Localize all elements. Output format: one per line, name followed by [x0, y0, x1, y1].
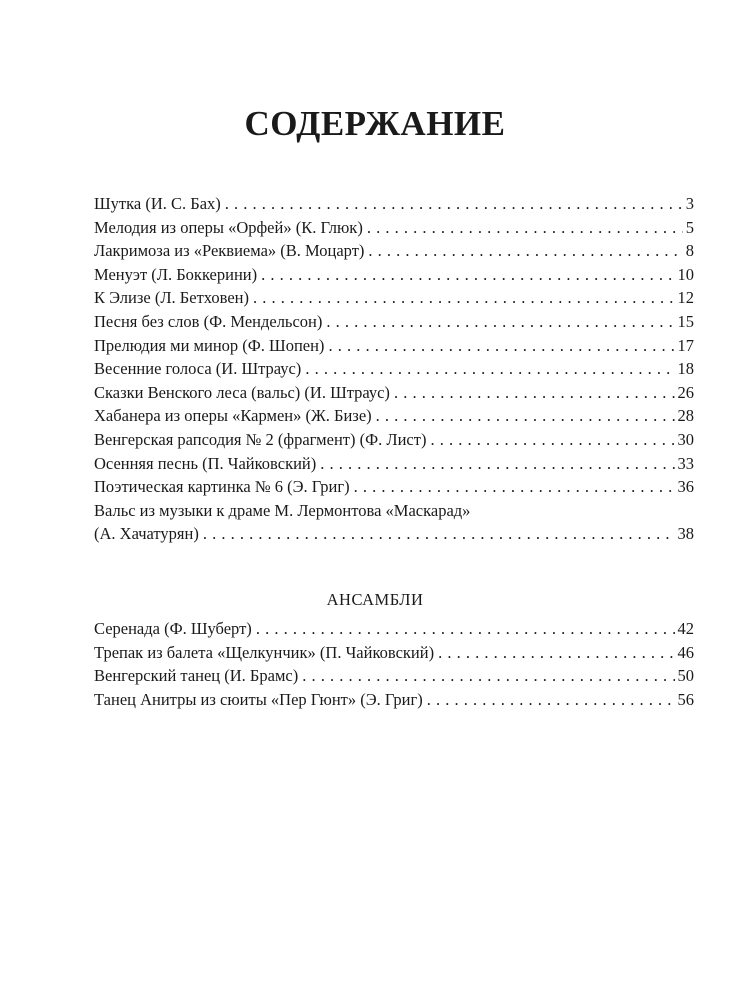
toc-entry-page: 30 [677, 429, 694, 449]
toc-entry [94, 404, 694, 428]
toc-entry [94, 641, 694, 665]
toc-entry-page: 28 [677, 406, 694, 426]
toc-entry [94, 239, 694, 263]
dot-leader [305, 357, 674, 381]
toc-entry-title-line1: Вальс из музыки к драме М. Лермонтова «Маскарад» [94, 500, 471, 520]
toc-entry-page: 10 [677, 264, 694, 284]
toc-entry-page: 50 [677, 666, 694, 686]
toc-entry-title: Сказки Венского леса (вальс) (И. Штраус) [94, 382, 390, 402]
toc-entry-title: К Элизе (Л. Бетховен) [94, 288, 249, 308]
dot-leader [430, 428, 674, 452]
toc-entry-title: Трепак из балета «Щелкунчик» (П. Чайковский) [94, 642, 435, 662]
dot-leader [438, 641, 674, 665]
toc-entry-page: 36 [677, 477, 694, 497]
toc-entry-line2 [94, 522, 694, 546]
toc-entry [94, 664, 694, 688]
dot-leader [376, 404, 675, 428]
toc-entry-title: Серенада (Ф. Шуберт) [94, 619, 252, 638]
toc-entry-page: 38 [677, 524, 694, 544]
table-of-contents [94, 192, 694, 546]
toc-entry-page: 56 [677, 689, 694, 709]
ensembles-contents [94, 617, 694, 711]
dot-leader [328, 334, 674, 358]
toc-entry-title: Лакримоза из «Реквиема» (В. Моцарт) [94, 241, 365, 261]
dot-leader [253, 286, 675, 310]
toc-entry-title: Поэтическая картинка № 6 (Э. Григ) [94, 477, 350, 497]
dot-leader [367, 216, 683, 240]
toc-entry-page: 8 [685, 241, 694, 261]
toc-entry [94, 310, 694, 334]
toc-entry-title: Весенние голоса (И. Штраус) [94, 359, 302, 379]
toc-entry-page: 15 [677, 311, 694, 331]
toc-entry-title: Венгерская рапсодия № 2 (фрагмент) (Ф. Лист) [94, 429, 427, 449]
toc-entry [94, 688, 694, 712]
toc-entry [94, 334, 694, 358]
dot-leader [302, 664, 674, 688]
toc-entry [94, 192, 694, 216]
toc-entry-title: Шутка (И. С. Бах) [94, 194, 221, 213]
toc-entry-title: Танец Анитры из сюиты «Пер Гюнт» (Э. Григ) [94, 689, 423, 709]
dot-leader [394, 381, 675, 405]
toc-entry-title: Прелюдия ми минор (Ф. Шопен) [94, 335, 325, 355]
toc-entry [94, 428, 694, 452]
dot-leader [368, 239, 682, 263]
section-heading-ensembles: АНСАМБЛИ [326, 590, 424, 609]
toc-entry-page: 42 [677, 619, 694, 638]
toc-entry-multiline [94, 499, 694, 546]
dot-leader [320, 452, 674, 476]
toc-entry-title: Венгерский танец (И. Брамс) [94, 666, 299, 686]
dot-leader [427, 688, 675, 712]
toc-entry [94, 263, 694, 287]
dot-leader [256, 617, 675, 641]
toc-entry-title: Мелодия из оперы «Орфей» (К. Глюк) [94, 217, 363, 237]
dot-leader [354, 475, 675, 499]
toc-entry-title: Песня без слов (Ф. Мендельсон) [94, 311, 323, 331]
toc-entry [94, 617, 694, 641]
toc-entry [94, 357, 694, 381]
toc-entry [94, 216, 694, 240]
toc-entry-page: 18 [677, 359, 694, 379]
toc-entry-title: Менуэт (Л. Боккерини) [94, 264, 258, 284]
toc-entry-page: 12 [677, 288, 694, 308]
dot-leader [326, 310, 674, 334]
dot-leader [225, 192, 683, 216]
toc-entry-title: Осенняя песнь (П. Чайковский) [94, 453, 317, 473]
toc-entry-page: 26 [677, 382, 694, 402]
toc-entry [94, 452, 694, 476]
page-title: СОДЕРЖАНИЕ [244, 104, 506, 143]
toc-entry-page: 3 [685, 194, 694, 213]
toc-entry-page: 5 [685, 217, 694, 237]
dot-leader [261, 263, 674, 287]
dot-leader [203, 522, 675, 546]
toc-entry-title: Хабанера из оперы «Кармен» (Ж. Бизе) [94, 406, 372, 426]
toc-entry [94, 286, 694, 310]
toc-entry-page: 46 [677, 642, 694, 662]
toc-entry-page: 33 [677, 453, 694, 473]
toc-entry [94, 475, 694, 499]
toc-entry-title-line2: (А. Хачатурян) [94, 524, 199, 544]
toc-entry [94, 381, 694, 405]
toc-entry-page: 17 [677, 335, 694, 355]
